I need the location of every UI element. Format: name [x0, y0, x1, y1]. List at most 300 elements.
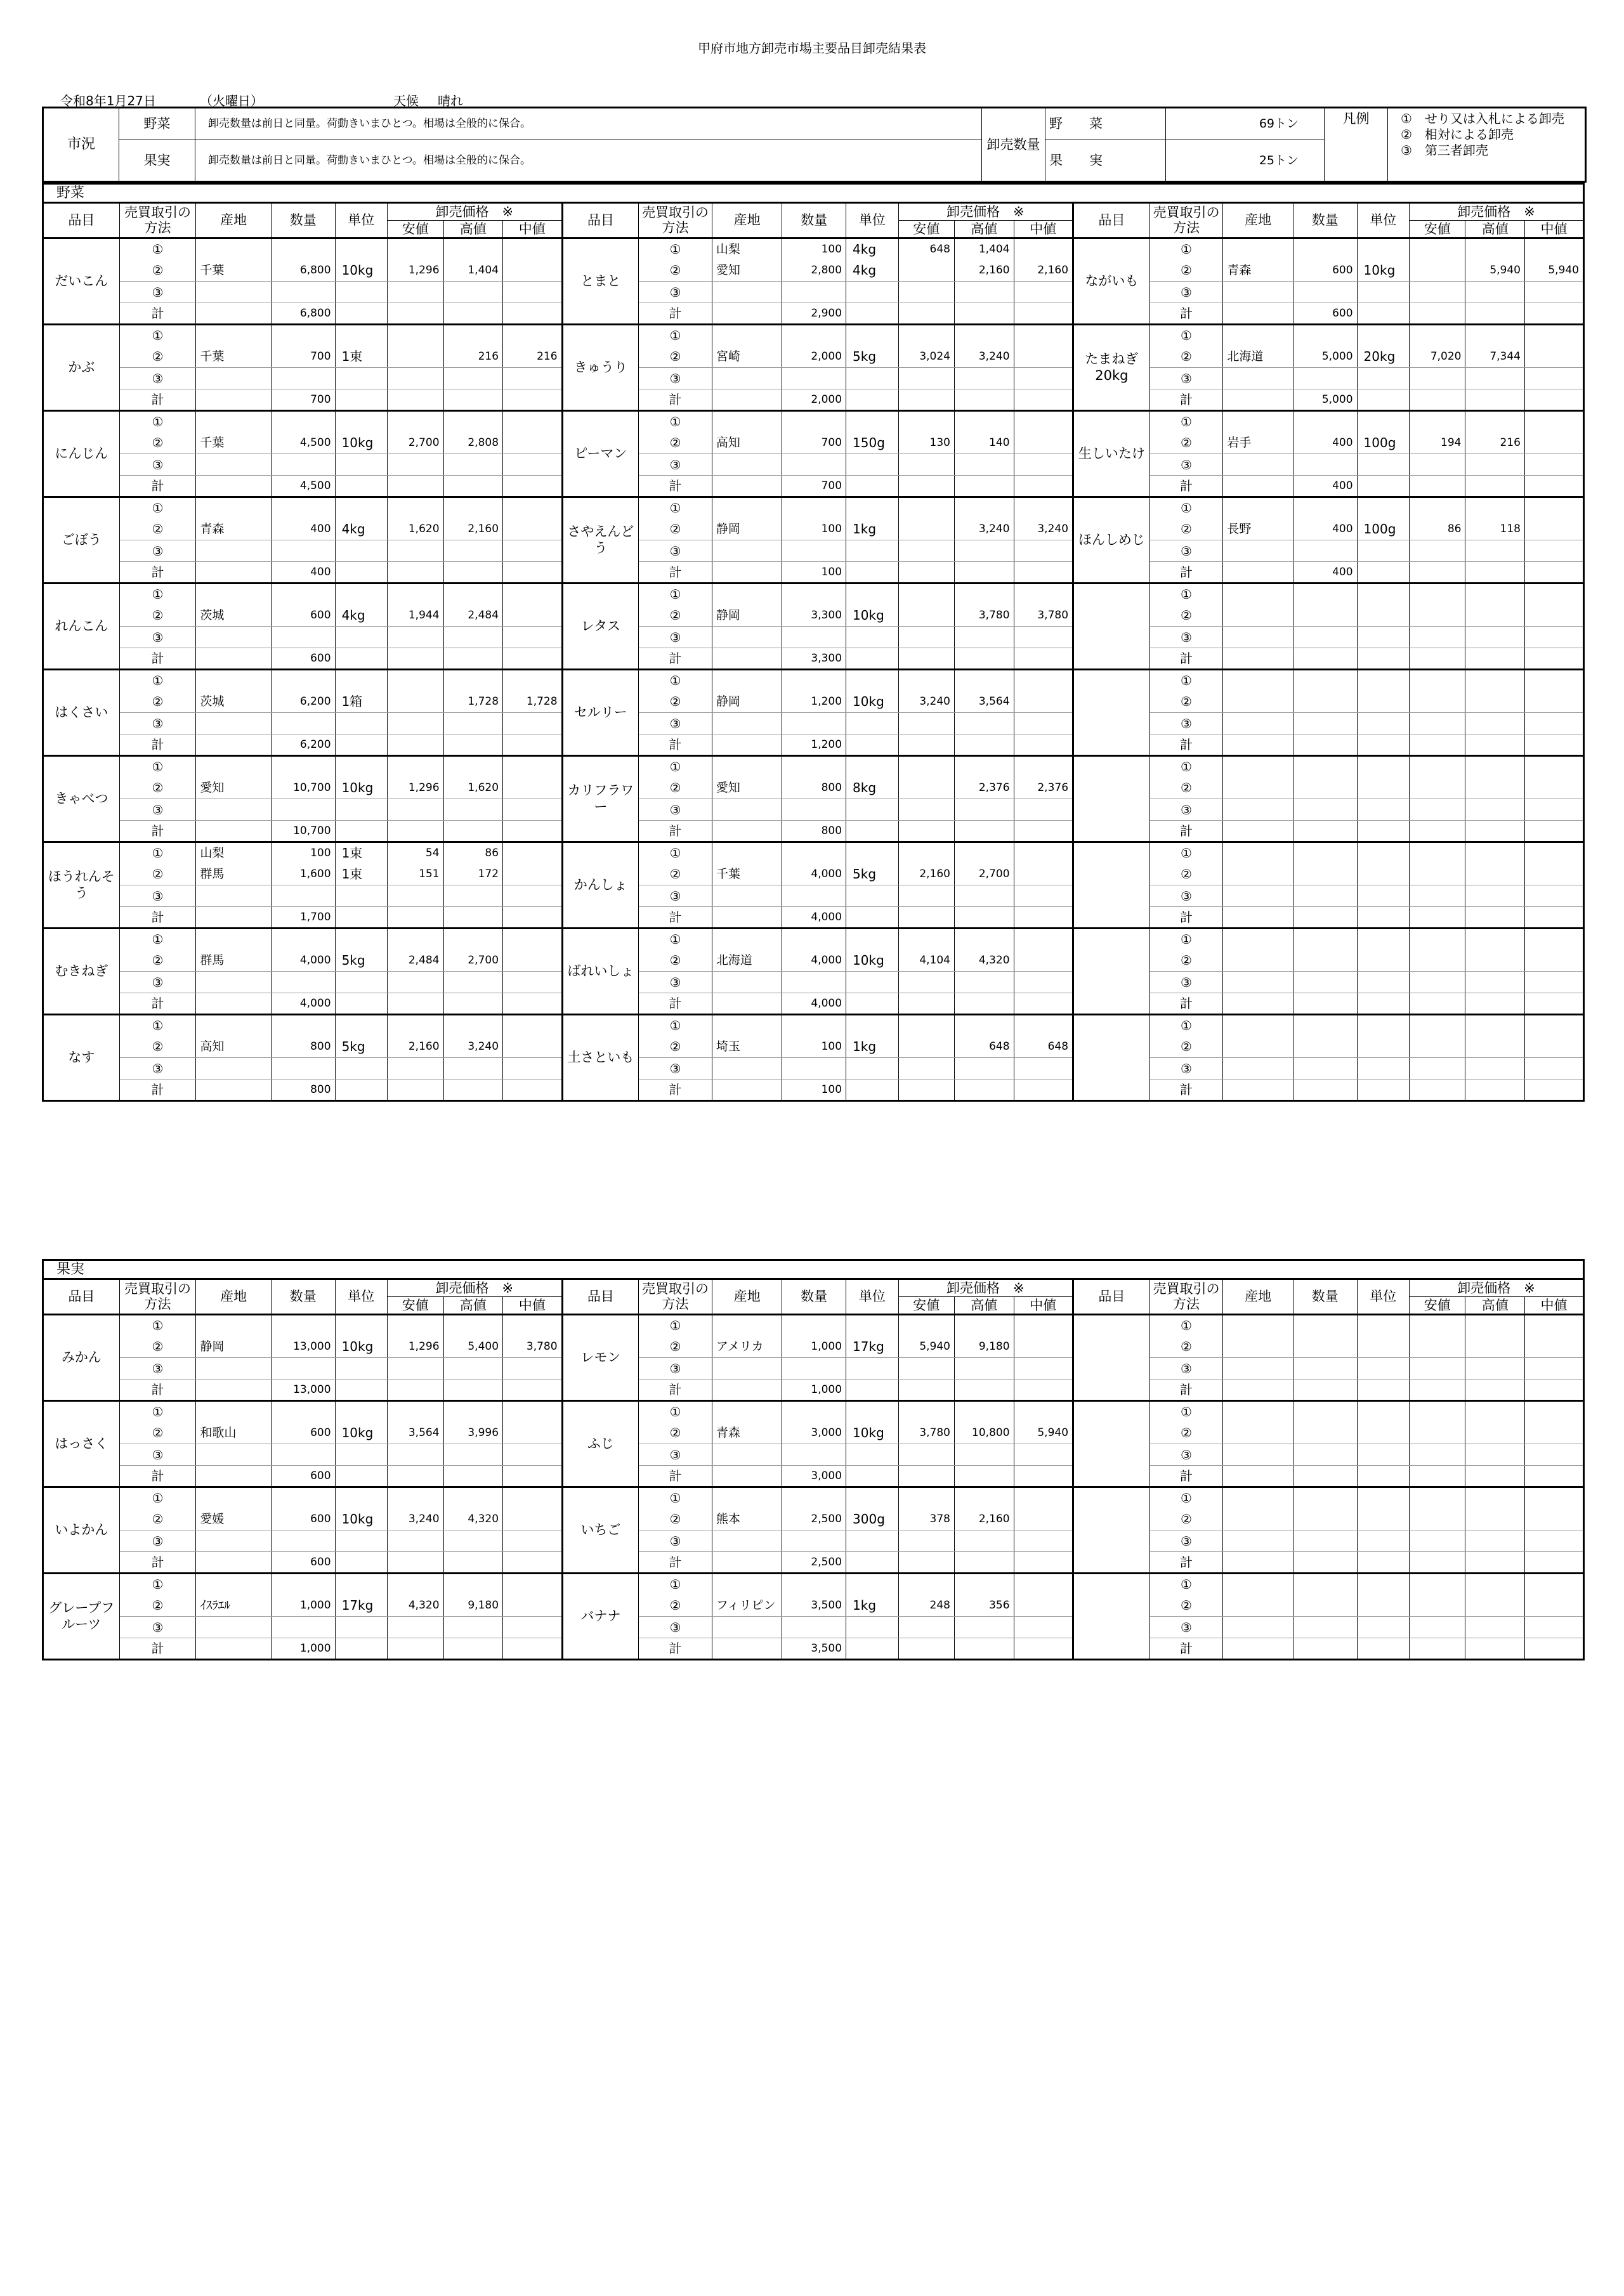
price-mid: 1,728 — [503, 691, 563, 713]
price-mid — [503, 368, 563, 389]
unit — [335, 1015, 387, 1036]
price-mid — [1014, 713, 1073, 734]
unit — [1357, 885, 1409, 907]
origin — [196, 1015, 272, 1036]
method-mark: 計 — [639, 1380, 712, 1401]
price-high — [1465, 238, 1525, 260]
origin: 北海道 — [712, 950, 782, 972]
price-mid — [1014, 1595, 1073, 1617]
price-low — [388, 929, 444, 950]
item-name: いよかん — [43, 1487, 120, 1574]
col-unit-header: 単位 — [335, 1279, 387, 1315]
origin — [1223, 778, 1293, 799]
col-low-header: 安値 — [898, 1297, 955, 1315]
unit: 1kg — [846, 519, 898, 540]
unit — [335, 1574, 387, 1595]
table-row — [43, 1058, 1584, 1080]
quantity: 1,000 — [782, 1336, 846, 1358]
method-mark: ③ — [1149, 540, 1223, 562]
fruit-market-text: 卸売数量は前日と同量。荷動きいまひとつ。相場は全般的に保合。 — [195, 140, 982, 182]
total-qty: 4,000 — [782, 993, 846, 1015]
price-mid — [503, 605, 563, 627]
price-low — [388, 411, 444, 433]
origin: ｲｽﾗｴﾙ — [196, 1595, 272, 1617]
unit — [1357, 929, 1409, 950]
table-row — [43, 627, 1584, 648]
col-high-header: 高値 — [443, 221, 503, 238]
quantity: 4,000 — [782, 950, 846, 972]
table-row — [43, 778, 1584, 799]
table-row — [43, 605, 1584, 627]
price-high — [443, 584, 503, 605]
price-high: 2,376 — [955, 778, 1014, 799]
method-mark: ① — [1149, 497, 1223, 519]
price-high — [955, 972, 1014, 993]
col-method-header: 売買取引の方法 — [639, 203, 712, 238]
unit: 17kg — [335, 1595, 387, 1617]
method-mark: ② — [639, 260, 712, 282]
price-high — [955, 497, 1014, 519]
origin — [1223, 1358, 1293, 1380]
unit: 1束 — [335, 864, 387, 885]
origin — [196, 497, 272, 519]
unit — [1357, 778, 1409, 799]
col-item-header: 品目 — [562, 1279, 639, 1315]
legend-label: 凡例 — [1325, 108, 1388, 182]
method-mark: ② — [119, 1595, 196, 1617]
quantity: 800 — [272, 1036, 336, 1058]
price-low — [1409, 972, 1465, 993]
price-high — [955, 1358, 1014, 1380]
price-high — [1465, 540, 1525, 562]
price-high — [443, 497, 503, 519]
price-mid — [1525, 346, 1584, 368]
page-title: 甲府市地方卸売市場主要品目卸売結果表 — [698, 41, 926, 56]
price-mid — [1014, 433, 1073, 454]
unit — [335, 497, 387, 519]
quantity — [272, 756, 336, 778]
price-low: 1,296 — [388, 260, 444, 282]
price-low — [388, 691, 444, 713]
unit: 1束 — [335, 346, 387, 368]
price-mid: 5,940 — [1525, 260, 1584, 282]
price-low — [898, 627, 955, 648]
price-low — [898, 1444, 955, 1466]
origin: フィリピン — [712, 1595, 782, 1617]
table-row — [43, 1401, 1584, 1423]
col-low-header: 安値 — [898, 221, 955, 238]
price-high — [443, 1401, 503, 1423]
item-name: だいこん — [43, 238, 120, 325]
section-label: 果実 — [43, 1260, 1584, 1279]
origin — [196, 1487, 272, 1509]
price-high — [1465, 325, 1525, 346]
origin — [196, 627, 272, 648]
price-mid — [1525, 1401, 1584, 1423]
method-mark: ② — [1149, 433, 1223, 454]
unit — [335, 670, 387, 691]
price-mid — [503, 1401, 563, 1423]
price-low: 130 — [898, 433, 955, 454]
col-high-header: 高値 — [955, 221, 1014, 238]
col-low-header: 安値 — [388, 221, 444, 238]
method-mark: 計 — [639, 907, 712, 929]
method-mark: ② — [119, 433, 196, 454]
price-high: 2,700 — [443, 950, 503, 972]
price-high — [443, 1487, 503, 1509]
price-mid — [1525, 778, 1584, 799]
table-row — [43, 1423, 1584, 1444]
unit: 10kg — [335, 1336, 387, 1358]
unit: 8kg — [846, 778, 898, 799]
price-high — [443, 799, 503, 821]
price-high — [955, 1058, 1014, 1080]
unit — [335, 411, 387, 433]
col-high-header: 高値 — [1465, 1297, 1525, 1315]
price-mid — [1525, 368, 1584, 389]
price-low: 4,104 — [898, 950, 955, 972]
price-high — [1465, 1015, 1525, 1036]
price-low: 2,160 — [388, 1036, 444, 1058]
method-mark: 計 — [1149, 303, 1223, 325]
quantity — [782, 325, 846, 346]
price-low — [1409, 950, 1465, 972]
price-high — [443, 325, 503, 346]
col-origin-header: 産地 — [1223, 1279, 1293, 1315]
price-high — [1465, 1315, 1525, 1336]
price-high — [443, 1530, 503, 1552]
item-name: ほうれんそう — [43, 842, 120, 929]
item-name: たまねぎ20kg — [1073, 325, 1150, 411]
price-high: 5,400 — [443, 1336, 503, 1358]
item-name: かぶ — [43, 325, 120, 411]
unit — [335, 1358, 387, 1380]
quantity: 600 — [272, 1423, 336, 1444]
price-mid — [1014, 929, 1073, 950]
quantity — [1293, 1509, 1357, 1530]
legend-item: ③ 第三者卸売 — [1401, 143, 1488, 158]
method-mark: 計 — [1149, 1466, 1223, 1487]
fruit-table — [42, 1259, 1585, 1660]
price-mid — [503, 1595, 563, 1617]
price-mid — [503, 325, 563, 346]
origin — [712, 454, 782, 476]
price-high — [1465, 454, 1525, 476]
method-mark: ② — [119, 691, 196, 713]
price-high: 10,800 — [955, 1423, 1014, 1444]
unit — [335, 540, 387, 562]
unit — [1357, 238, 1409, 260]
table-row — [43, 1638, 1584, 1660]
price-low: 248 — [898, 1595, 955, 1617]
table-row — [43, 756, 1584, 778]
col-mid-header: 中値 — [1525, 1297, 1584, 1315]
quantity — [1293, 1015, 1357, 1036]
price-mid — [503, 1058, 563, 1080]
price-mid — [1525, 1530, 1584, 1552]
price-mid: 2,376 — [1014, 778, 1073, 799]
origin — [712, 540, 782, 562]
table-row — [43, 1574, 1584, 1595]
price-high — [1465, 1530, 1525, 1552]
quantity — [1293, 1595, 1357, 1617]
total-qty: 1,700 — [272, 907, 336, 929]
origin — [196, 540, 272, 562]
price-high — [443, 1574, 503, 1595]
item-name — [1073, 929, 1150, 1015]
price-low — [898, 929, 955, 950]
quantity — [782, 627, 846, 648]
price-mid — [503, 799, 563, 821]
method-mark: ① — [1149, 1015, 1223, 1036]
origin — [712, 325, 782, 346]
price-high — [443, 929, 503, 950]
total-qty: 100 — [782, 1080, 846, 1101]
weather-value: 晴れ — [438, 93, 463, 108]
item-name: れんこん — [43, 584, 120, 670]
table-row — [43, 346, 1584, 368]
method-mark: ② — [639, 1423, 712, 1444]
unit — [1357, 540, 1409, 562]
item-name: さやえんどう — [562, 497, 639, 584]
method-mark: 計 — [639, 562, 712, 584]
table-row — [43, 325, 1584, 346]
price-low — [1409, 864, 1465, 885]
quantity — [1293, 1530, 1357, 1552]
method-mark: ③ — [639, 713, 712, 734]
quantity: 5,000 — [1293, 346, 1357, 368]
price-mid — [503, 1315, 563, 1336]
price-high — [1465, 756, 1525, 778]
total-qty: 10,700 — [272, 821, 336, 842]
col-price-header: 卸売価格 ※ — [898, 203, 1073, 221]
quantity: 4,000 — [782, 864, 846, 885]
unit — [846, 411, 898, 433]
total-qty: 2,500 — [782, 1552, 846, 1574]
price-low — [1409, 1015, 1465, 1036]
quantity — [782, 1015, 846, 1036]
price-low — [388, 282, 444, 303]
origin — [712, 282, 782, 303]
method-mark: 計 — [639, 389, 712, 411]
price-mid — [1014, 1336, 1073, 1358]
origin — [712, 1315, 782, 1336]
method-mark: ② — [119, 346, 196, 368]
origin — [1223, 497, 1293, 519]
table-row — [43, 368, 1584, 389]
price-low — [898, 885, 955, 907]
price-high — [443, 1058, 503, 1080]
item-name: はっさく — [43, 1401, 120, 1487]
col-mid-header: 中値 — [1014, 1297, 1073, 1315]
price-mid — [503, 1530, 563, 1552]
price-low — [1409, 540, 1465, 562]
item-name: ながいも — [1073, 238, 1150, 325]
price-low — [898, 1574, 955, 1595]
quantity — [1293, 756, 1357, 778]
col-qty-header: 数量 — [272, 203, 336, 238]
unit — [335, 325, 387, 346]
item-name: レモン — [562, 1315, 639, 1401]
price-high — [955, 1015, 1014, 1036]
col-price-header: 卸売価格 ※ — [898, 1279, 1073, 1297]
price-high — [1465, 605, 1525, 627]
price-low — [388, 1015, 444, 1036]
price-high: 140 — [955, 433, 1014, 454]
price-mid — [1525, 238, 1584, 260]
method-mark: ② — [639, 1509, 712, 1530]
unit: 10kg — [335, 778, 387, 799]
origin: 高知 — [196, 1036, 272, 1058]
unit: 5kg — [335, 1036, 387, 1058]
quantity — [1293, 411, 1357, 433]
price-mid — [503, 584, 563, 605]
origin: 青森 — [1223, 260, 1293, 282]
col-price-header: 卸売価格 ※ — [388, 203, 563, 221]
price-mid — [1525, 1315, 1584, 1336]
unit: 100g — [1357, 433, 1409, 454]
price-high — [1465, 282, 1525, 303]
method-mark: 計 — [119, 1380, 196, 1401]
price-mid — [1014, 799, 1073, 821]
origin — [196, 1530, 272, 1552]
price-mid — [1525, 1574, 1584, 1595]
price-mid — [503, 540, 563, 562]
method-mark: ① — [119, 497, 196, 519]
quantity: 700 — [782, 433, 846, 454]
price-low — [898, 756, 955, 778]
quantity — [782, 282, 846, 303]
price-low — [388, 713, 444, 734]
total-qty: 400 — [272, 562, 336, 584]
price-high — [1465, 972, 1525, 993]
method-mark: 計 — [639, 993, 712, 1015]
table-row — [43, 929, 1584, 950]
unit — [1357, 713, 1409, 734]
item-name: かんしょ — [562, 842, 639, 929]
origin — [712, 1617, 782, 1638]
price-mid — [503, 864, 563, 885]
table-row — [43, 993, 1584, 1015]
col-low-header: 安値 — [388, 1297, 444, 1315]
method-mark: ③ — [639, 1617, 712, 1638]
origin: 愛知 — [712, 778, 782, 799]
table-row — [43, 1487, 1584, 1509]
origin — [1223, 1036, 1293, 1058]
item-name: ピーマン — [562, 411, 639, 497]
price-mid — [1014, 1509, 1073, 1530]
table-row — [43, 885, 1584, 907]
table-row — [43, 1595, 1584, 1617]
item-name — [1073, 1015, 1150, 1101]
origin: 千葉 — [196, 346, 272, 368]
price-mid — [1525, 756, 1584, 778]
origin — [196, 1444, 272, 1466]
method-mark: ① — [639, 497, 712, 519]
price-low — [898, 670, 955, 691]
item-name: ふじ — [562, 1401, 639, 1487]
price-low — [388, 1401, 444, 1423]
table-row — [43, 713, 1584, 734]
method-mark: ① — [1149, 929, 1223, 950]
price-high — [955, 540, 1014, 562]
quantity — [272, 1401, 336, 1423]
quantity — [272, 454, 336, 476]
total-qty: 3,300 — [782, 648, 846, 670]
col-high-header: 高値 — [443, 1297, 503, 1315]
origin — [1223, 713, 1293, 734]
unit — [846, 282, 898, 303]
method-mark: ② — [119, 1036, 196, 1058]
price-low — [898, 778, 955, 799]
table-row — [43, 562, 1584, 584]
unit — [1357, 282, 1409, 303]
origin — [1223, 1530, 1293, 1552]
quantity: 1,000 — [272, 1595, 336, 1617]
quantity — [272, 627, 336, 648]
price-mid — [1014, 1444, 1073, 1466]
method-mark: ② — [639, 346, 712, 368]
unit: 4kg — [846, 238, 898, 260]
method-mark: ① — [1149, 411, 1223, 433]
price-low — [388, 670, 444, 691]
price-low — [898, 325, 955, 346]
price-mid — [1014, 1574, 1073, 1595]
price-high: 3,240 — [955, 519, 1014, 540]
unit — [846, 497, 898, 519]
unit — [846, 1015, 898, 1036]
unit — [846, 627, 898, 648]
quantity: 3,500 — [782, 1595, 846, 1617]
price-high — [955, 368, 1014, 389]
table-row — [43, 454, 1584, 476]
price-low — [388, 1358, 444, 1380]
price-low — [1409, 1358, 1465, 1380]
quantity: 4,000 — [272, 950, 336, 972]
price-low — [388, 1315, 444, 1336]
price-high — [443, 238, 503, 260]
price-high — [1465, 950, 1525, 972]
price-high — [955, 411, 1014, 433]
origin: 青森 — [196, 519, 272, 540]
price-high — [955, 627, 1014, 648]
item-name: バナナ — [562, 1574, 639, 1660]
unit — [1357, 1617, 1409, 1638]
price-high — [955, 842, 1014, 864]
price-high: 648 — [955, 1036, 1014, 1058]
method-mark: ② — [1149, 778, 1223, 799]
total-qty — [1293, 1080, 1357, 1101]
method-mark: ① — [1149, 238, 1223, 260]
origin — [196, 238, 272, 260]
price-low — [898, 1036, 955, 1058]
total-qty: 2,000 — [782, 389, 846, 411]
quantity — [782, 1315, 846, 1336]
col-unit-header: 単位 — [846, 1279, 898, 1315]
price-high — [1465, 368, 1525, 389]
unit: 4kg — [335, 605, 387, 627]
unit: 10kg — [1357, 260, 1409, 282]
price-mid: 3,240 — [1014, 519, 1073, 540]
origin — [1223, 929, 1293, 950]
method-mark: 計 — [1149, 1080, 1223, 1101]
item-name — [1073, 584, 1150, 670]
quantity — [782, 1444, 846, 1466]
price-low: 5,940 — [898, 1336, 955, 1358]
method-mark: 計 — [1149, 821, 1223, 842]
unit — [1357, 1315, 1409, 1336]
origin — [196, 584, 272, 605]
